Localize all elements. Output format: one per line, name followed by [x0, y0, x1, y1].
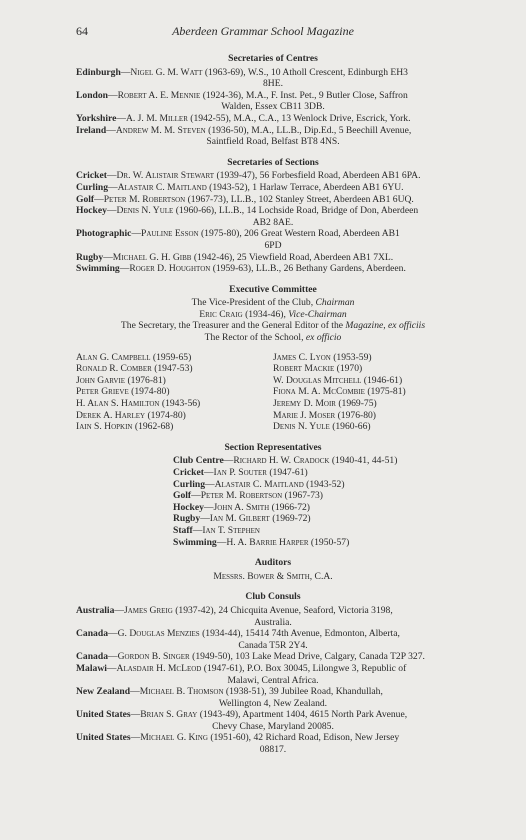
- section-entry: [76, 182, 470, 194]
- member-years: (1974-80): [128, 386, 170, 398]
- member-name: Derek A. Harley: [76, 409, 146, 421]
- member-years: (1969-75): [335, 398, 377, 410]
- entry-name: Brian S. Gray: [140, 709, 198, 721]
- entry-dash: —: [192, 524, 203, 536]
- magazine-title: Magazine: [345, 320, 384, 332]
- entry-details: (1937-42), 24 Chicquita Avenue, Seaford, Victoria 3198,: [172, 604, 393, 616]
- member-years: (1975-81): [364, 386, 406, 398]
- member-name: Alan G. Campbell: [76, 351, 151, 363]
- running-title: Aberdeen Grammar School Magazine: [172, 24, 354, 38]
- committee-member: [273, 398, 470, 410]
- executive-role: ex officiis: [388, 320, 426, 332]
- entry-details: (1966-72): [269, 501, 310, 513]
- entry-label: Golf: [76, 193, 95, 205]
- executive-role: ex officio: [305, 332, 342, 344]
- entry-details: (1975-80), 206 Great Western Road, Aberdeen AB1: [198, 228, 400, 240]
- committee-member: [273, 352, 470, 364]
- section-entry: [76, 263, 470, 275]
- executive-vice-chairman-line: [76, 309, 470, 321]
- entry-label: Canada: [76, 628, 108, 640]
- committee-member: [273, 375, 470, 387]
- entry-label: Australia: [76, 604, 115, 616]
- consul-entry: [76, 686, 470, 698]
- member-name: Ronald R. Comber: [76, 363, 152, 375]
- centres-list: [76, 67, 470, 148]
- entry-label: Canada: [76, 651, 108, 663]
- centre-entry: [76, 90, 470, 102]
- member-name: Denis N. Yule: [273, 421, 330, 433]
- page-number: 64: [76, 24, 88, 38]
- entry-label: Edinburgh: [76, 66, 121, 78]
- entry-details: (1969-72): [269, 513, 311, 525]
- entry-label: Rugby: [76, 251, 104, 263]
- entry-dash: —: [94, 193, 104, 205]
- consul-entry: [76, 709, 470, 721]
- entry-dash: —: [203, 467, 214, 478]
- entry-label: Swimming: [76, 263, 120, 275]
- committee-member: [273, 410, 470, 422]
- entry-label: Golf: [173, 490, 192, 502]
- representative-entry: [173, 513, 470, 525]
- consul-entry: [76, 628, 470, 640]
- committee-member: [76, 386, 273, 398]
- entry-name: Michael G. King: [140, 732, 208, 744]
- member-name: Robert Mackie: [273, 363, 335, 375]
- entry-dash: —: [205, 478, 215, 490]
- committee-member: [273, 421, 470, 433]
- committee-left-column: [76, 352, 273, 433]
- committee-member: [76, 375, 273, 387]
- section-entry: [76, 170, 470, 182]
- entry-dash: —: [130, 732, 141, 744]
- entry-name: H. A. Barrie Harper: [226, 536, 309, 548]
- entry-details: (1967-73), LL.B., 102 Stanley Street, Aberdeen AB1 6UQ.: [185, 193, 414, 205]
- entry-dash: —: [116, 112, 126, 124]
- entry-label: Staff: [173, 524, 193, 536]
- committee-member: [76, 421, 273, 433]
- entry-continuation: Chevy Chase, Maryland 20085.: [212, 720, 334, 732]
- consul-entry: [76, 732, 470, 744]
- member-years: (1953-59): [330, 351, 372, 363]
- executive-role: Chairman: [315, 297, 355, 309]
- entry-details: (1967-73): [282, 490, 323, 502]
- auditors-text: Messrs. Bower & Smith, C.A.: [213, 570, 333, 582]
- entry-name: Andrew M. M. Steven: [115, 124, 206, 136]
- entry-name: James Greig: [123, 604, 173, 616]
- member-name: Iain S. Hopkin: [76, 421, 133, 433]
- entry-dash: —: [106, 170, 117, 182]
- entry-name: Ian T. Stephen: [202, 524, 260, 536]
- member-years: (1960-66): [329, 421, 371, 433]
- entry-label: Curling: [76, 181, 108, 193]
- entry-name: Richard H. W. Cradock: [233, 455, 330, 467]
- entry-label: United States: [76, 709, 131, 721]
- member-years: (1959-65): [150, 351, 192, 363]
- entry-details: (1936-50), M.A., LL.B., Dip.Ed., 5 Beechill Avenue,: [205, 124, 412, 136]
- entry-details: (1940-41, 44-51): [329, 455, 398, 467]
- executive-rector-line: [76, 332, 470, 344]
- representative-entry: [173, 502, 470, 514]
- representative-entry: [173, 455, 470, 467]
- entry-name: Ian P. Souter: [213, 467, 267, 478]
- entry-details: (1949-50), 103 Lake Mead Drive, Calgary, Canada T2P 327.: [189, 651, 425, 663]
- entry-label: Swimming: [173, 536, 217, 548]
- entry-dash: —: [108, 628, 118, 640]
- entry-label: Photographic: [76, 228, 132, 240]
- entry-name: A. J. M. Miller: [125, 112, 188, 124]
- member-name: W. Douglas Mitchell: [273, 374, 362, 386]
- member-years: (1962-68): [132, 421, 174, 433]
- entry-dash: —: [119, 263, 130, 275]
- member-years: (1946-61): [361, 374, 403, 386]
- member-name: Peter Grieve: [76, 386, 129, 398]
- executive-name: Eric Craig: [199, 308, 243, 320]
- entry-continuation: 08817.: [259, 744, 287, 756]
- entry-dash: —: [108, 651, 118, 663]
- executive-role: Vice-Chairman: [288, 308, 347, 320]
- entry-name: Nigel G. M. Watt: [130, 66, 203, 78]
- executive-heading: Executive Committee: [229, 283, 317, 295]
- entry-label: United States: [76, 732, 131, 744]
- entry-label: Cricket: [173, 467, 204, 478]
- entry-name: G. Douglas Menzies: [117, 628, 200, 640]
- entry-details: (1959-63), LL.B., 26 Bethany Gardens, Aberdeen.: [210, 263, 406, 275]
- entry-details: (1938-51), 39 Jubilee Road, Khandullah,: [223, 686, 383, 698]
- entry-details: (1942-55), M.A., C.A., 13 Wenlock Drive, Escrick, York.: [187, 112, 411, 124]
- section-entry: [76, 252, 470, 264]
- entry-details: (1943-49), Apartment 1404, 4615 North Park Avenue,: [197, 709, 408, 721]
- executive-line-text: The Secretary, the Treasurer and the General Editor of the: [120, 320, 346, 332]
- member-name: Marie J. Moser: [273, 409, 336, 421]
- member-name: H. Alan S. Hamilton: [76, 398, 160, 410]
- entry-label: Cricket: [76, 170, 107, 182]
- entry-continuation: 8HE.: [263, 78, 283, 90]
- entry-details: (1934-44), 15414 74th Avenue, Edmonton, Alberta,: [199, 628, 400, 640]
- entry-details: (1943-52): [303, 478, 345, 490]
- member-years: (1947-53): [151, 363, 193, 375]
- entry-continuation: Canada T5R 2Y4.: [238, 639, 308, 651]
- entry-label: Curling: [173, 478, 205, 490]
- entry-name: Alasdair H. McLeod: [116, 662, 202, 674]
- entry-continuation: 6PD: [264, 239, 282, 251]
- member-years: (1970): [334, 363, 363, 375]
- entry-continuation: Saintfield Road, Belfast BT8 4NS.: [206, 136, 340, 148]
- entry-name: Michael B. Thomson: [139, 686, 224, 698]
- consuls-list: [76, 605, 470, 756]
- entry-dash: —: [223, 455, 234, 467]
- representative-entry: [173, 525, 470, 537]
- entry-label: New Zealand: [76, 686, 131, 698]
- entry-name: Peter M. Robertson: [103, 193, 186, 205]
- entry-dash: —: [114, 604, 124, 616]
- entry-details: (1963-69), W.S., 10 Atholl Crescent, Edinburgh EH3: [202, 66, 408, 78]
- entry-label: London: [76, 89, 108, 101]
- representatives-heading: Section Representatives: [224, 441, 322, 453]
- executive-line-text: The Vice-President of the Club,: [191, 297, 316, 309]
- committee-members: [76, 352, 470, 433]
- entry-dash: —: [130, 709, 141, 721]
- sections-list: [76, 170, 470, 274]
- entry-label: Malawi: [76, 662, 107, 674]
- entry-label: Hockey: [76, 205, 107, 217]
- entry-continuation: Malawi, Central Africa.: [227, 674, 319, 686]
- entry-dash: —: [106, 205, 117, 217]
- committee-member: [76, 410, 273, 422]
- section-entry: [76, 194, 470, 206]
- entry-name: Alastair C. Maitland: [117, 181, 207, 193]
- entry-dash: —: [106, 124, 116, 136]
- committee-right-column: [273, 352, 470, 433]
- entry-details: (1960-66), LL.B., 14 Lochside Road, Bridge of Don, Aberdeen: [173, 205, 419, 217]
- entry-continuation: Australia.: [254, 616, 292, 628]
- entry-details: (1951-60), 42 Richard Road, Edison, New Jersey: [207, 732, 400, 744]
- section-entry: [76, 228, 470, 240]
- member-name: James C. Lyon: [273, 351, 331, 363]
- centre-entry: [76, 113, 470, 125]
- entry-dash: —: [120, 66, 131, 78]
- entry-name: Robert A. E. Mennie: [117, 89, 201, 101]
- committee-member: [76, 363, 273, 375]
- entry-name: Dr. W. Alistair Stewart: [116, 170, 215, 182]
- member-name: John Garvie: [76, 374, 126, 386]
- entry-dash: —: [108, 89, 118, 101]
- page-header: [0, 26, 526, 42]
- entry-label: Ireland: [76, 124, 107, 136]
- member-name: Fiona M. A. McCombie: [273, 386, 365, 398]
- entry-label: Yorkshire: [76, 112, 117, 124]
- section-entry: [76, 205, 470, 217]
- entry-name: John A. Smith: [213, 501, 270, 513]
- entry-details: (1924-36), M.A., F. Inst. Pet., 9 Butler Close, Saffron: [200, 89, 408, 101]
- member-years: (1974-80): [145, 409, 186, 421]
- executive-line-text: The Rector of the School,: [204, 332, 306, 344]
- entry-dash: —: [108, 181, 118, 193]
- executive-years: (1934-46),: [242, 308, 289, 320]
- entry-details: (1950-57): [308, 536, 350, 548]
- committee-member: [76, 352, 273, 364]
- entry-dash: —: [103, 251, 113, 263]
- consul-entry: [76, 605, 470, 617]
- entry-name: Roger D. Houghton: [129, 263, 211, 275]
- consul-entry: [76, 663, 470, 675]
- entry-label: Rugby: [173, 513, 201, 525]
- entry-name: Alastair C. Maitland: [214, 478, 304, 490]
- entry-name: Denis N. Yule: [116, 205, 174, 217]
- page-content: [76, 44, 470, 756]
- entry-dash: —: [200, 513, 210, 525]
- entry-details: (1943-52), 1 Harlaw Terrace, Aberdeen AB1 6YU.: [206, 181, 404, 193]
- sections-heading: Secretaries of Sections: [227, 156, 319, 168]
- executive-officers-line: [76, 320, 470, 332]
- committee-member: [273, 386, 470, 398]
- entry-details: (1939-47), 56 Forbesfield Road, Aberdeen AB1 6PA.: [214, 170, 421, 182]
- executive-chairman-line: [76, 297, 470, 309]
- entry-name: Peter M. Robertson: [200, 490, 283, 502]
- entry-label: Club Centre: [173, 455, 224, 467]
- committee-member: [273, 363, 470, 375]
- entry-label: Hockey: [173, 501, 204, 513]
- representative-entry: [173, 467, 470, 479]
- entry-details: (1947-61), P.O. Box 30045, Lilongwe 3, Republic of: [201, 662, 407, 674]
- member-years: (1976-80): [335, 409, 376, 421]
- executive-separator: ,: [383, 320, 389, 332]
- member-years: (1943-56): [159, 398, 201, 410]
- entry-dash: —: [216, 536, 227, 548]
- consuls-heading: Club Consuls: [245, 591, 301, 603]
- representative-entry: [173, 479, 470, 491]
- representatives-list: [173, 455, 470, 548]
- entry-continuation: AB2 8AE.: [252, 216, 294, 228]
- entry-dash: —: [130, 686, 140, 698]
- committee-member: [76, 398, 273, 410]
- entry-dash: —: [191, 490, 201, 502]
- entry-name: Michael G. H. Gibb: [112, 251, 192, 263]
- representative-entry: [173, 537, 470, 549]
- entry-continuation: Walden, Essex CB11 3DB.: [221, 101, 325, 113]
- entry-dash: —: [203, 501, 214, 513]
- centre-entry: [76, 125, 470, 137]
- auditors-heading: Auditors: [254, 557, 292, 569]
- entry-dash: —: [106, 662, 117, 674]
- entry-name: Gordon B. Singer: [117, 651, 190, 663]
- entry-details: (1947-61): [266, 467, 308, 478]
- entry-name: Ian M. Gilbert: [209, 513, 270, 525]
- centre-entry: [76, 67, 470, 79]
- centres-heading: Secretaries of Centres: [228, 53, 318, 64]
- entry-continuation: Wellington 4, New Zealand.: [218, 697, 328, 709]
- member-years: (1976-81): [125, 374, 166, 386]
- representative-entry: [173, 490, 470, 502]
- entry-dash: —: [131, 228, 142, 240]
- consul-entry: [76, 651, 470, 663]
- entry-details: (1942-46), 25 Viewfield Road, Aberdeen AB1 7XL.: [191, 251, 394, 263]
- member-name: Jeremy D. Moir: [273, 398, 336, 410]
- entry-name: Pauline Esson: [141, 228, 199, 240]
